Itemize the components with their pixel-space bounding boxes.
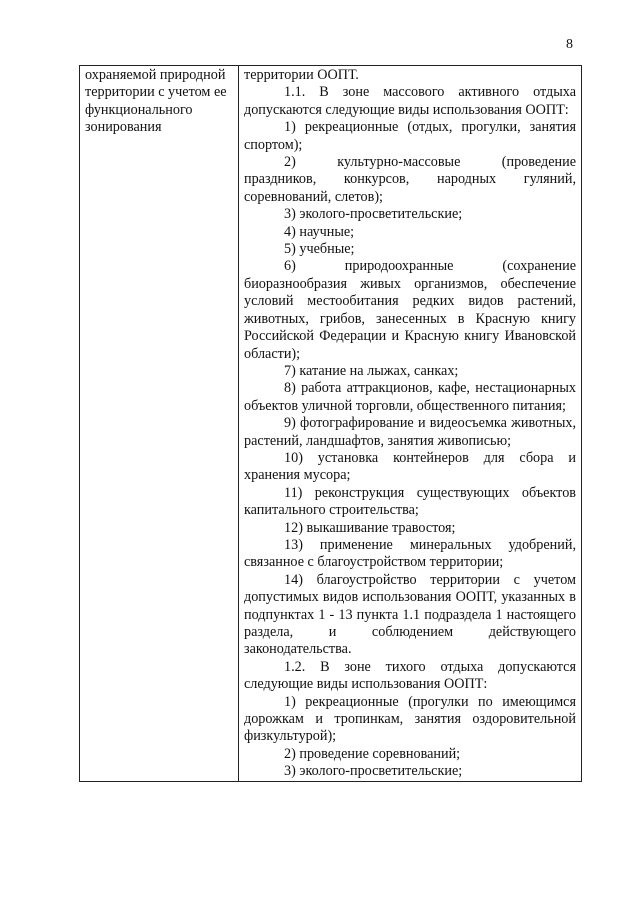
paragraph: 9) фотографирование и видеосъемка животных, растений, ландшафтов, занятия живописью; <box>244 415 576 449</box>
page-number: 8 <box>566 37 573 52</box>
paragraph: территории ООПТ. <box>244 67 359 83</box>
paragraph: 4) научные; <box>284 223 355 240</box>
paragraph: 5) учебные; <box>284 241 355 258</box>
right-cell <box>239 66 582 782</box>
paragraph: 13) применение минеральных удобрений, связанное с благоустройством территории; <box>244 536 576 571</box>
paragraph: 12) выкашивание травостоя; <box>284 519 456 536</box>
paragraph: 8) работа аттракционов, кафе, нестационарных объектов уличной торговли, общественного питания; <box>244 380 576 414</box>
paragraph: 1) рекреационные (отдых, прогулки, занятия спортом); <box>244 119 576 153</box>
paragraph: 7) катание на лыжах, санках; <box>284 362 459 379</box>
paragraph: 2) проведение соревнований; <box>284 745 461 762</box>
paragraph: 11) реконструкция существующих объектов капитального строительства; <box>244 484 576 519</box>
paragraph: 2) культурно-массовые (проведение праздников, конкурсов, народных гуляний, соревнований, слетов); <box>244 154 576 205</box>
paragraph: 1.2. В зоне тихого отдыха допускаются следующие виды использования ООПТ: <box>244 658 576 693</box>
paragraph: 14) благоустройство территории с учетом допустимых видов использования ООПТ, указанных в подпунктах 1 - 13 пункта 1.1 подраздела 1 настоящего раздела, и соблюдением действующего законодательства. <box>244 571 576 658</box>
paragraph: 1.1. В зоне массового активного отдыха допускаются следующие виды использования ООПТ: <box>244 84 576 118</box>
paragraph: 3) эколого-просветительские; <box>284 206 463 223</box>
table-row <box>80 66 582 782</box>
paragraph: 1) рекреационные (прогулки по имеющимся дорожкам и тропинкам, занятия оздоровительной физкультурой); <box>244 693 576 745</box>
left-cell: охраняемой природной территории с учетом ее функционального зонирования <box>80 66 239 782</box>
paragraph: 3) эколого-просветительские; <box>284 763 463 780</box>
document-table <box>79 65 582 782</box>
paragraph: 10) установка контейнеров для сбора и хранения мусора; <box>244 449 576 484</box>
paragraph: 6) природоохранные (сохранение биоразнообразия живых организмов, обеспечение условий местообитания редких видов растений, животных, грибов, занесенных в Красную книгу Российской Федерации и Красную книгу Ивановской области); <box>244 258 576 362</box>
